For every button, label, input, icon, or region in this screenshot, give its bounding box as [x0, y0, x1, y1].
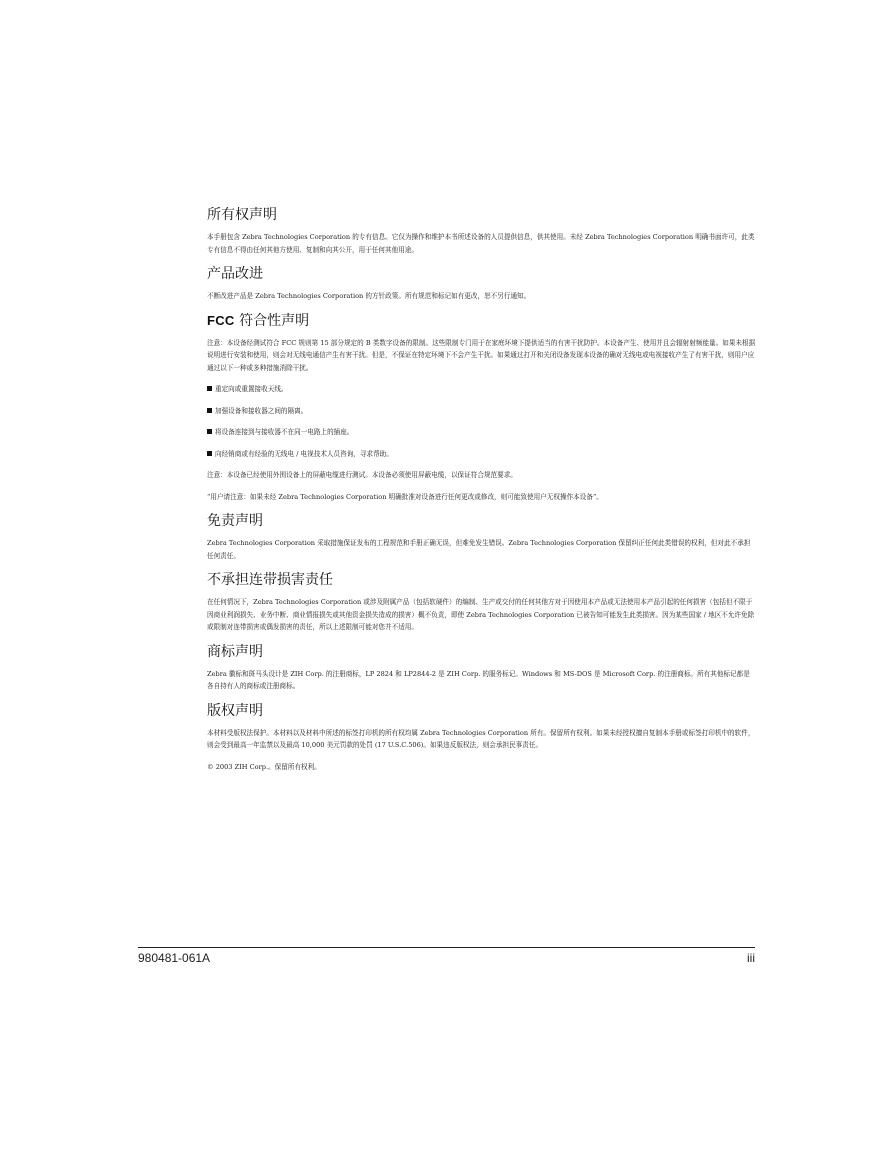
square-bullet-icon [207, 386, 212, 391]
ownership-paragraph: 本手册包含 Zebra Technologies Corporation 的专有信息。它仅为操作和维护本书所述设备的人员提供信息，供其使用。未经 Zebra Technologies Corporation 明确书面许可，此类专有信息不得由任何其他方使用、复制和向其公开，用于任何其他用途。 [207, 233, 755, 254]
trademarks-paragraph: Zebra 徽标和斑马头设计是 ZIH Corp. 的注册商标，LP 2824 和 LP2844-2 是 ZIH Corp. 的服务标记。Windows 和 MS-DOS 是 Microsoft Corp. 的注册商标。所有其他标记都是各自持有人的商标或注册商标。 [207, 669, 750, 690]
square-bullet-icon [207, 451, 212, 456]
fcc-heading [207, 312, 756, 330]
fcc-shielding-note: 注意：本设备已经使用外围设备上的屏蔽电缆进行测试。本设备必须使用屏蔽电缆，以保证符合规范要求。 [207, 471, 517, 479]
fcc-bullet-text: 向经销商或有经验的无线电 / 电视技术人员咨询，寻求帮助。 [215, 449, 393, 458]
fcc-user-warning: “用户请注意：如果未经 Zebra Technologies Corporation 明确批准对设备进行任何更改或修改，则可能致使用户无权操作本设备”。 [207, 492, 603, 501]
disclaimer-paragraph: Zebra Technologies Corporation 采取措施保证发布的工程规范和手册正确无误，但难免发生错误。Zebra Technologies Corporation 保留纠正任何此类错误的权利，但对此不承担任何责任。 [207, 539, 751, 560]
fcc-bullet-text: 重定向或重置接收天线。 [215, 385, 288, 393]
fcc-bullet-text: 将设备连接到与接收器不在同一电路上的插座。 [215, 428, 354, 436]
fcc-heading-mark: FCC [207, 312, 235, 328]
liability-heading: 不承担连带损害责任 [207, 572, 333, 588]
square-bullet-icon [207, 429, 212, 434]
document-number: 980481-061A [138, 951, 211, 965]
fcc-bullet-text: 加强设备和接收器之间的隔离。 [215, 406, 308, 415]
improvements-paragraph: 不断改进产品是 Zebra Technologies Corporation 的方针政策。所有规范和标记如有更改，恕不另行通知。 [207, 292, 531, 300]
fcc-section [207, 312, 756, 504]
page-number: iii [747, 951, 755, 965]
improvements-heading: 产品改进 [207, 266, 263, 282]
fcc-heading-text: 符合性声明 [234, 312, 310, 329]
liability-paragraph: 在任何情况下，Zebra Technologies Corporation 或涉及附属产品（包括软硬件）的编制、生产或交付的任何其他方对于因使用本产品或无法使用本产品引起的任何损害（包括但不限于因商业利润损失、业务中断、商业情报损失或其他资金损失造成的损害）概不负责，即使 Zebra Technologies Corporation 已被告知可能发生此类损害。因为某些国家 / 地区不允许免除或限制对连带损害或偶发损害的责任，所以上述限制可能对您并不适用。 [207, 598, 755, 631]
trademarks-heading: 商标声明 [207, 643, 263, 660]
document-body [207, 206, 756, 782]
copyright-heading: 版权声明 [207, 702, 263, 719]
disclaimer-section [207, 512, 756, 562]
copyright-paragraph: 本材料受版权法保护。本材料以及材料中所述的标签打印机的所有权均属 Zebra Technologies Corporation 所有。保留所有权利。如果未经授权擅自复制本手册或标签打印机中的软件，则会受到最高一年监禁以及最高 10,000 美元罚款的处罚 (17 U.S.C.506)。如果违反版权法，则会承担民事责任。 [207, 728, 755, 749]
fcc-bullet-item [207, 426, 756, 439]
ownership-heading: 所有权声明 [207, 207, 277, 223]
fcc-bullet-item [207, 405, 756, 418]
square-bullet-icon [207, 408, 212, 413]
fcc-bullet-item [207, 448, 756, 461]
liability-section [207, 571, 756, 634]
improvements-section [207, 265, 756, 303]
trademarks-section [207, 643, 756, 693]
ownership-section [207, 206, 756, 256]
disclaimer-heading: 免责声明 [207, 513, 263, 529]
copyright-notice: © 2003 ZIH Corp.。保留所有权利。 [207, 762, 321, 771]
fcc-bullet-item [207, 383, 756, 396]
fcc-paragraph: 注意：本设备经测试符合 FCC 规则第 15 部分规定的 B 类数字设备的限制。这些限制专门用于在家庭环境下提供适当的有害干扰防护。本设备产生、使用并且会辐射射频能量。如果未根据说明进行安装和使用，则会对无线电通信产生有害干扰。但是，不保证在特定环境下不会产生干扰。如果通过打开和关闭设备发现本设备的确对无线电或电视接收产生了有害干扰，则用户应通过以下一种或多种措施消除干扰。 [207, 338, 756, 372]
copyright-section [207, 702, 756, 774]
footer-divider [138, 947, 755, 948]
